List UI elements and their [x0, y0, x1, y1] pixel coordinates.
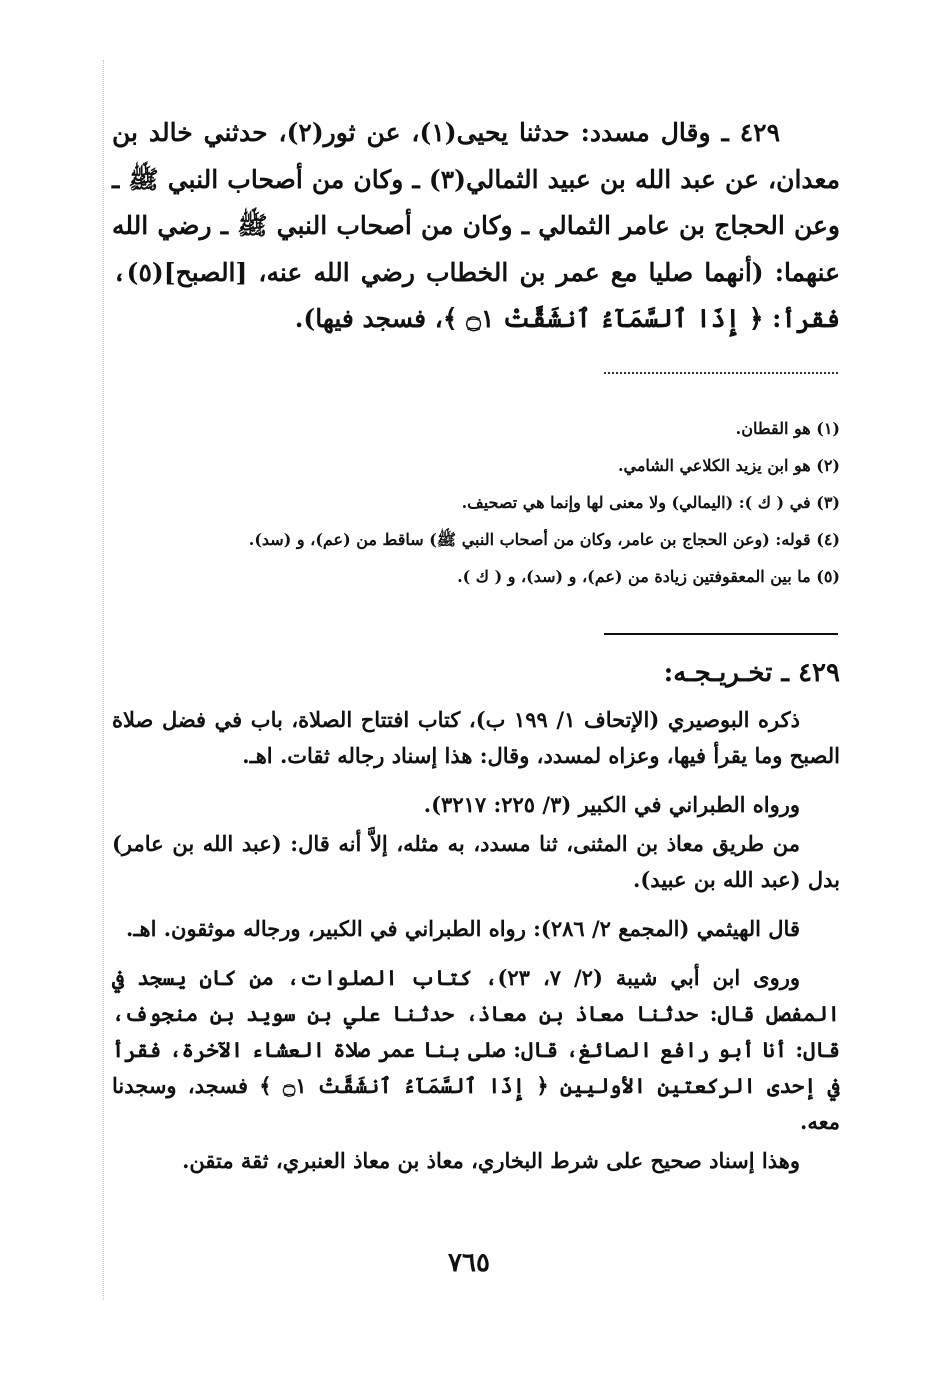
takhrij-paragraph-2: ورواه الطبراني في الكبير (٣/ ٢٢٥: ٣٢١٧).	[423, 792, 800, 817]
page-number: ٧٦٥	[448, 1248, 490, 1278]
footnote-5: (٥) ما بين المعقوفتين زيادة من (عم)، و (سد)، و ( ك ).	[457, 567, 840, 586]
footnote-2: (٢) هو ابن يزيد الكلاعي الشامي.	[617, 456, 840, 475]
footnote-3: (٣) في ( ك ): (اليمالي) ولا معنى لها وإنما هي تصحيف.	[461, 493, 840, 512]
section-divider	[604, 633, 838, 635]
hadith-paragraph: ٤٢٩ ـ وقال مسدد: حدثنا يحيى(١)، عن ثور(٢)، حدثني خالد بن معدان، عن عبد الله بن عبيد الثمالي(٣) ـ وكان من أصحاب النبي ﷺ ـ وعن الحجاج بن عامر الثمالي ـ وكان من أصحاب النبي ﷺ ـ رضي الله عنهما: (أنهما صليا مع عمر بن الخطاب رضي الله عنه، [الصبح](٥)، فقرأ: ﴿ إِذَا ٱلسَّمَآءُ ٱنشَقَّتْ ۝١ ﴾، فسجد فيها).	[112, 118, 840, 333]
takhrij-paragraph-6: وهذا إسناد صحيح على شرط البخاري، معاذ بن معاذ العنبري، ثقة متقن.	[182, 1148, 800, 1173]
takhrij-paragraph-5: وروى ابن أبي شيبة (٢/ ٧، ٢٣)، كتاب الصلوات، من كان يسجد في المفصل قال: حدثنا معاذ بن معاذ، حدثنا علي بن سويد بن منجوف، قال: أنا أبو رافع الصائغ، قال: صلى بنا عمر صلاة العشاء الآخرة، فقرأ في إحدى الركعتين الأوليين ﴿ إِذَا ٱلسَّمَآءُ ٱنشَقَّتْ ۝١ ﴾ فسجد، وسجدنا معه.	[112, 965, 840, 1134]
footnote-1: (١) هو القطان.	[735, 419, 840, 438]
page-fold-line	[103, 60, 104, 1300]
takhrij-heading: ٤٢٩ ـ تخـريـجـه:	[663, 658, 840, 688]
hadith-text-block	[112, 110, 840, 343]
takhrij-paragraph-4: قال الهيثمي (المجمع ٢/ ٢٨٦): رواه الطبراني في الكبير، ورجاله موثقون. اهـ.	[126, 916, 800, 941]
footnote-4: (٤) قوله: (وعن الحجاج بن عامر، وكان من أصحاب النبي ﷺ) ساقط من (عم)، و (سد).	[248, 530, 840, 549]
takhrij-paragraph-3: من طريق معاذ بن المثنى، ثنا مسدد، به مثله، إلاَّ أنه قال: (عبد الله بن عامر) بدل (عبد الله بن عبيد).	[112, 831, 840, 892]
footnotes-list	[112, 410, 840, 595]
footnote-separator	[604, 372, 838, 374]
takhrij-text-block	[112, 702, 840, 1192]
takhrij-paragraph-1: ذكره البوصيري (الإتحاف ١/ ١٩٩ ب)، كتاب افتتاح الصلاة، باب في فضل صلاة الصبح وما يقرأ فيها، وعزاه لمسدد، وقال: هذا إسناد رجاله ثقات. اهـ.	[112, 707, 840, 768]
